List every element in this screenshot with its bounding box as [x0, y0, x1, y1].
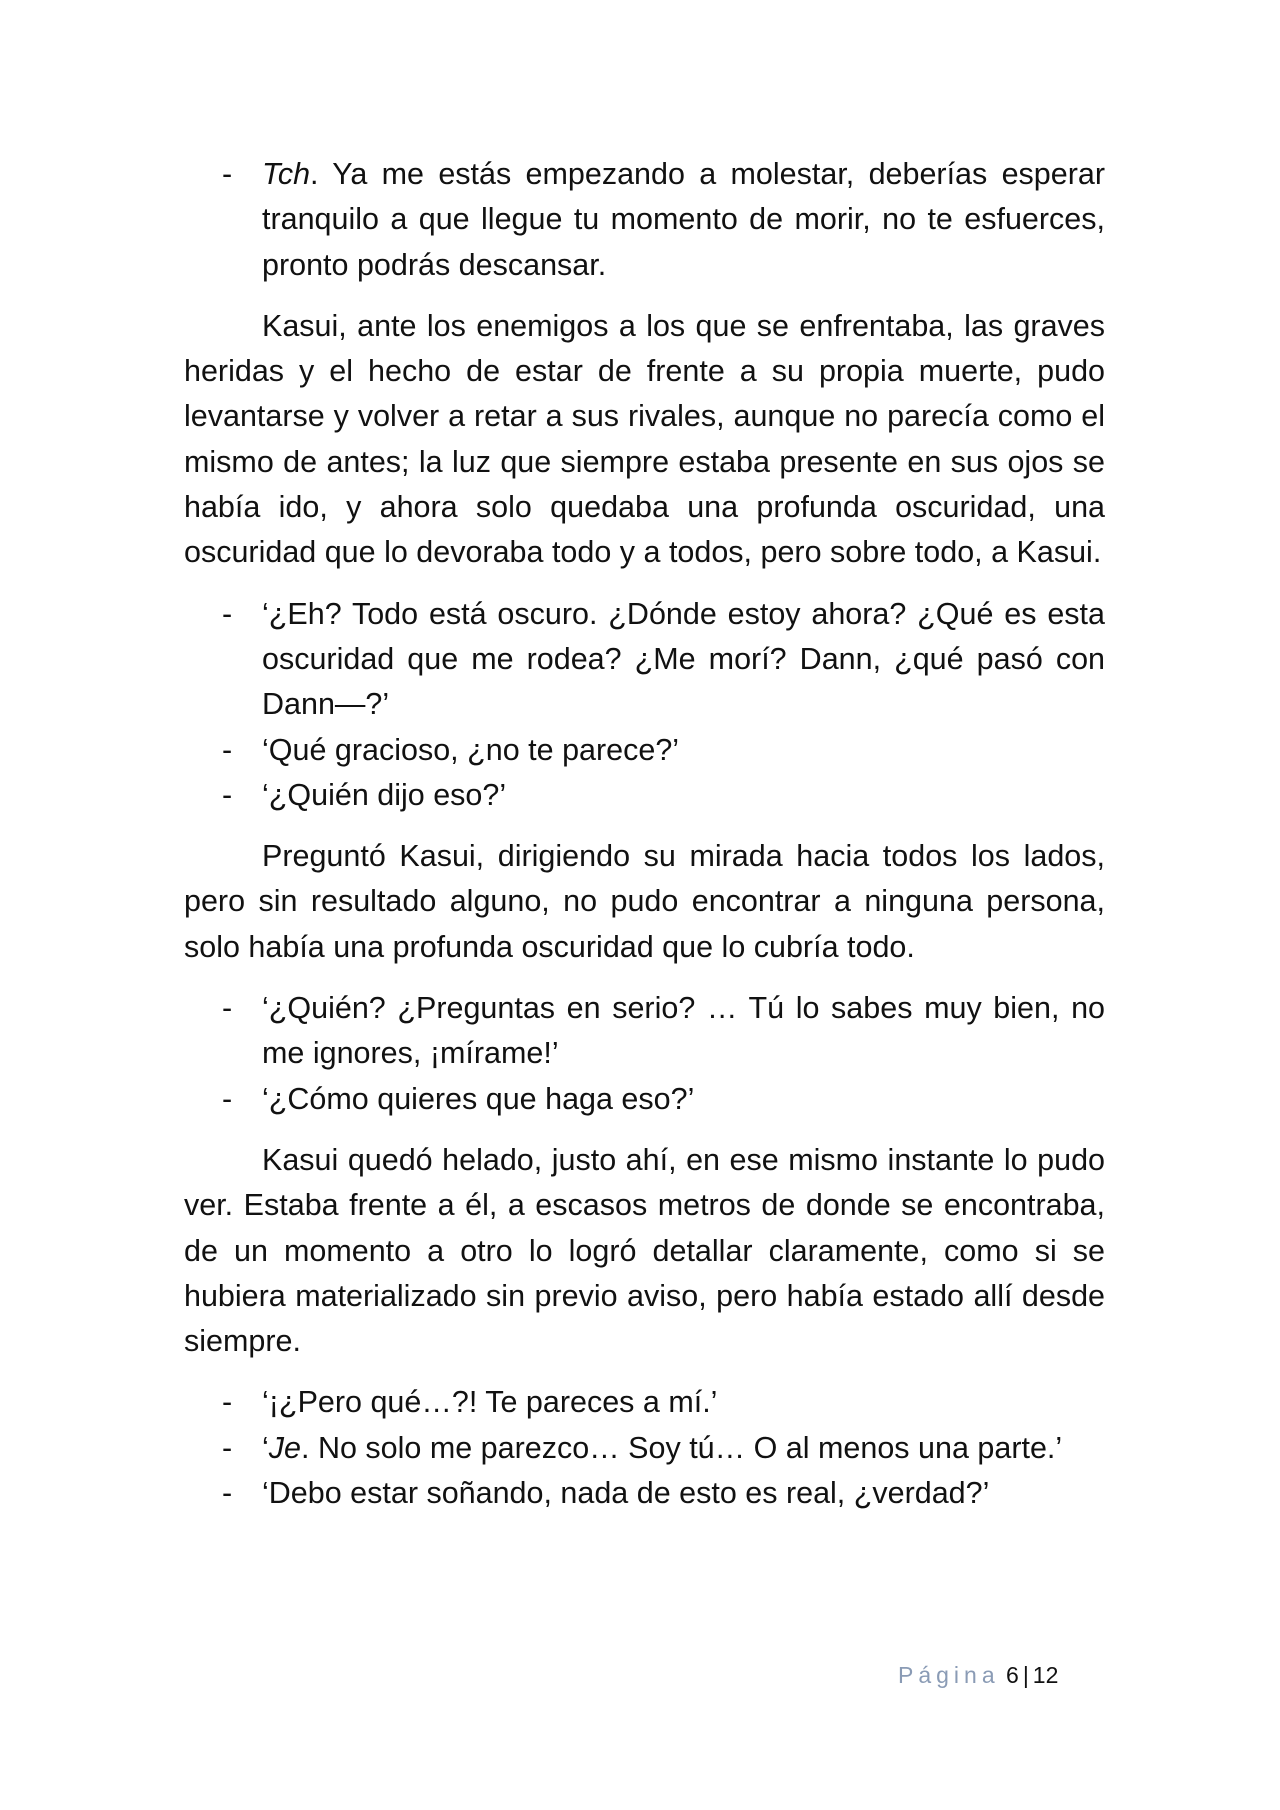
dialog-line: [184, 1471, 1105, 1516]
dialog-text: ‘¿Cómo quieres que haga eso?’: [262, 1081, 695, 1116]
dialog-quote-open: ‘: [262, 1430, 269, 1465]
dialog-dash: -: [222, 157, 233, 191]
dialog-text: ‘¿Eh? Todo está oscuro. ¿Dónde estoy ahora? ¿Qué es esta oscuridad que me rodea? ¿Me morí? Dann, ¿qué pasó con Dann—?’: [262, 596, 1105, 722]
document-body: [184, 152, 1105, 1516]
dialog-dash: -: [222, 1476, 233, 1511]
dialog-dash: -: [222, 732, 233, 767]
dialog-text: [262, 1426, 1105, 1471]
dialog-line: [184, 986, 1105, 1077]
narrative-paragraph: Kasui quedó helado, justo ahí, en ese mismo instante lo pudo ver. Estaba frente a él, a escasos metros de donde se encontraba, de un momento a otro lo logró detallar claramente, como si se hubiera materializado sin previo aviso, pero había estado allí desde siempre.: [184, 1142, 1105, 1359]
dialog-dash: -: [222, 991, 233, 1026]
dialog-line: [184, 773, 1105, 818]
dialog-text: ‘¿Quién dijo eso?’: [262, 777, 507, 812]
page-total: 12: [1032, 1662, 1059, 1688]
page-label: Página: [898, 1662, 1000, 1688]
dialog-line: [184, 152, 1105, 288]
dialog-text: ‘Qué gracioso, ¿no te parece?’: [262, 732, 680, 767]
dialog-dash: -: [222, 1081, 233, 1116]
dialog-text-rest: . Ya me estás empezando a molestar, deberías esperar tranquilo a que llegue tu momento de morir, no te esfuerces, pronto podrás descansar.: [262, 157, 1105, 282]
dialog-text-rest: . No solo me parezco… Soy tú… O al menos una parte.’: [301, 1430, 1063, 1465]
dialog-text: ‘Debo estar soñando, nada de esto es real, ¿verdad?’: [262, 1476, 990, 1511]
dialog-line: [184, 592, 1105, 728]
dialog-emphasis: Je: [268, 1430, 301, 1465]
page-separator: |: [1022, 1662, 1029, 1688]
dialog-dash: -: [222, 596, 233, 631]
narrative-paragraph: Kasui, ante los enemigos a los que se enfrentaba, las graves heridas y el hecho de estar de frente a su propia muerte, pudo levantarse y volver a retar a sus rivales, aunque no parecía como el mismo de antes; la luz que siempre estaba presente en sus ojos se había ido, y ahora solo quedaba una profunda oscuridad, una oscuridad que lo devoraba todo y a todos, pero sobre todo, a Kasui.: [184, 308, 1105, 570]
dialog-dash: -: [222, 1385, 233, 1420]
dialog-line: [184, 1380, 1105, 1425]
narrative-paragraph: Preguntó Kasui, dirigiendo su mirada hacia todos los lados, pero sin resultado alguno, no pudo encontrar a ninguna persona, solo había una profunda oscuridad que lo cubría todo.: [184, 839, 1105, 964]
dialog-line: [184, 1426, 1105, 1471]
dialog-line: [184, 728, 1105, 773]
dialog-text: ‘¿Quién? ¿Preguntas en serio? … Tú lo sabes muy bien, no me ignores, ¡mírame!’: [262, 991, 1105, 1071]
dialog-dash: -: [222, 1430, 233, 1465]
dialog-line: [184, 1077, 1105, 1122]
page-footer: [898, 1662, 1058, 1689]
dialog-text: ‘¡¿Pero qué…?! Te pareces a mí.’: [262, 1385, 718, 1420]
dialog-dash: -: [222, 777, 233, 812]
dialog-text: [262, 152, 1105, 288]
page-number: 6: [1006, 1662, 1019, 1688]
dialog-emphasis: Tch: [262, 157, 311, 191]
